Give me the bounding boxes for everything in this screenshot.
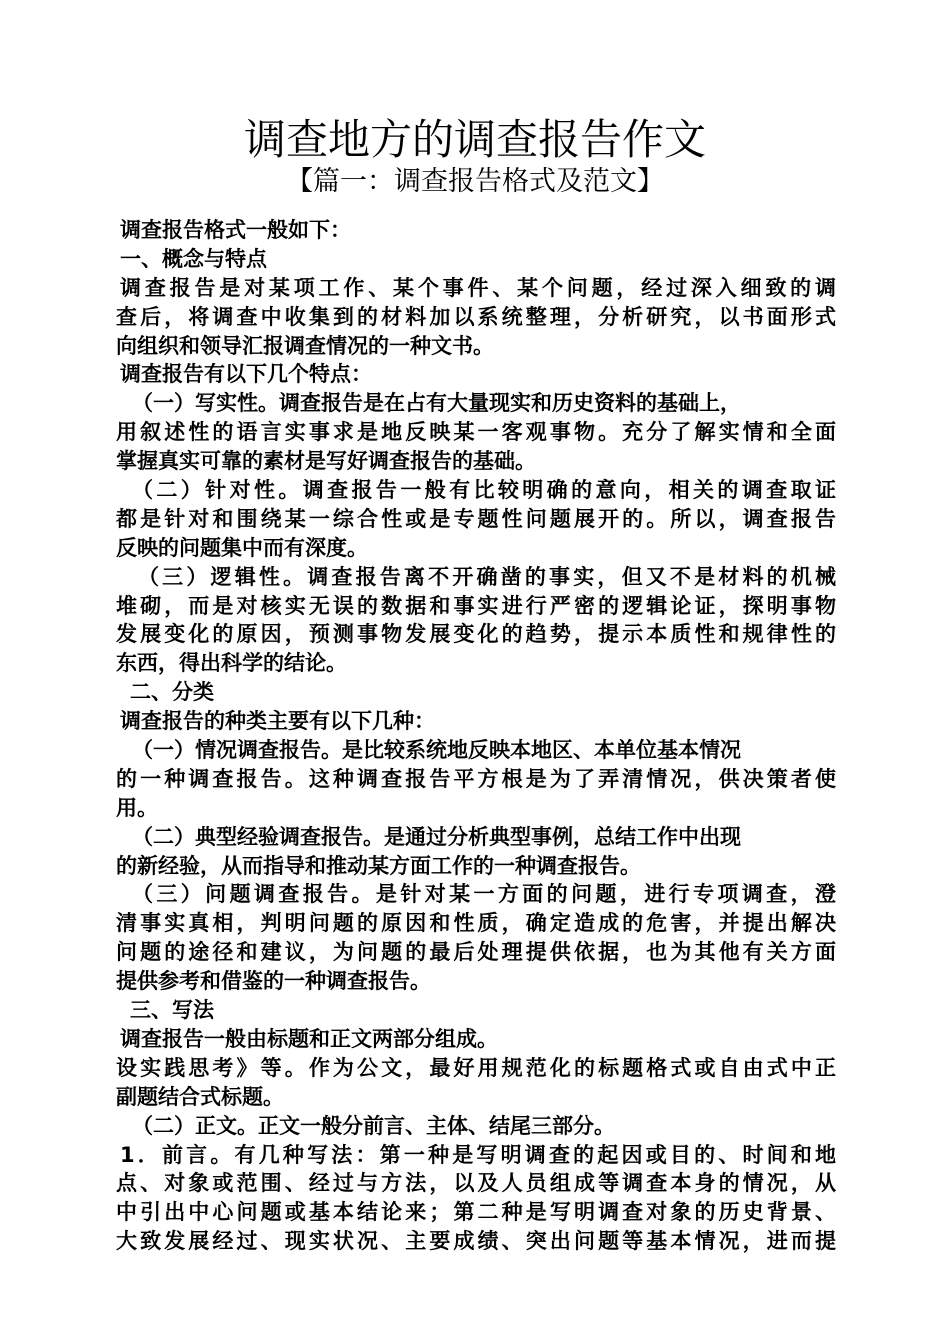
body-line: 堆砌，而是对核实无误的数据和事实进行严密的逻辑论证，探明事物: [116, 593, 836, 618]
body-line: 调查报告有以下几个特点：: [120, 362, 372, 387]
body-line: 用。: [116, 795, 158, 820]
body-line: 向组织和领导汇报调查情况的一种文书。: [116, 333, 494, 358]
body-line: 1．前言。有几种写法：第一种是写明调查的起因或目的、时间和地: [120, 1142, 836, 1167]
body-line: 用叙述性的语言实事求是地反映某一客观事物。充分了解实情和全面: [116, 420, 836, 445]
body-line: 掌握真实可靠的素材是写好调查报告的基础。: [116, 449, 536, 474]
body-line: （三）问题调查报告。是针对某一方面的问题，进行专项调查，澄: [132, 882, 836, 907]
body-line: （一）情况调查报告。是比较系统地反映本地区、本单位基本情况: [132, 738, 741, 763]
body-line: 大致发展经过、现实状况、主要成绩、突出问题等基本情况，进而提: [116, 1229, 836, 1254]
body-line: 的新经验，从而指导和推动某方面工作的一种调查报告。: [116, 853, 641, 878]
body-line: （三）逻辑性。调查报告离不开确凿的事实，但又不是材料的机械: [138, 564, 836, 589]
body-line: 设实践思考》等。作为公文，最好用规范化的标题格式或自由式中正: [116, 1055, 836, 1080]
body-line: 查后，将调查中收集到的材料加以系统整理，分析研究，以书面形式: [116, 304, 836, 329]
body-line: 问题的途径和建议，为问题的最后处理提供依据，也为其他有关方面: [116, 940, 836, 965]
body-line: 提供参考和借鉴的一种调查报告。: [116, 969, 431, 994]
document-subtitle: 【篇一：调查报告格式及范文】: [286, 166, 664, 197]
section-heading: 二、分类: [130, 680, 214, 705]
body-line: 调查报告格式一般如下：: [120, 218, 351, 242]
body-line: 东西，得出科学的结论。: [116, 651, 347, 676]
body-line: 发展变化的原因，预测事物发展变化的趋势，提示本质性和规律性的: [116, 622, 836, 647]
document-body: [116, 216, 836, 1256]
body-line: 调查报告的种类主要有以下几种：: [120, 709, 435, 734]
body-line: 点、对象或范围、经过与方法，以及人员组成等调查本身的情况，从: [116, 1171, 836, 1196]
document-title: 调查地方的调查报告作文: [243, 115, 706, 164]
body-line: 都是针对和围绕某一综合性或是专题性问题展开的。所以，调查报告: [116, 506, 836, 531]
body-line: 调查报告一般由标题和正文两部分组成。: [120, 1026, 498, 1051]
body-line: （二）典型经验调查报告。是通过分析典型事例，总结工作中出现: [132, 824, 741, 849]
body-line: 清事实真相，判明问题的原因和性质，确定造成的危害，并提出解决: [116, 911, 836, 936]
body-line: （一）写实性。调查报告是在占有大量现实和历史资料的基础上，: [132, 391, 741, 416]
section-heading: 一、概念与特点: [120, 246, 267, 271]
section-heading: 三、写法: [130, 998, 214, 1023]
body-line: （二）正文。正文一般分前言、主体、结尾三部分。: [132, 1113, 615, 1138]
body-line: 反映的问题集中而有深度。: [116, 535, 368, 560]
body-line: 副题结合式标题。: [116, 1084, 284, 1109]
body-line: 的一种调查报告。这种调查报告平方根是为了弄清情况，供决策者使: [116, 766, 836, 791]
body-line: （二）针对性。调查报告一般有比较明确的意向，相关的调查取证: [132, 478, 836, 503]
body-line: 中引出中心问题或基本结论来；第二种是写明调查对象的历史背景、: [116, 1200, 836, 1225]
body-line: 调查报告是对某项工作、某个事件、某个问题，经过深入细致的调: [120, 275, 836, 300]
